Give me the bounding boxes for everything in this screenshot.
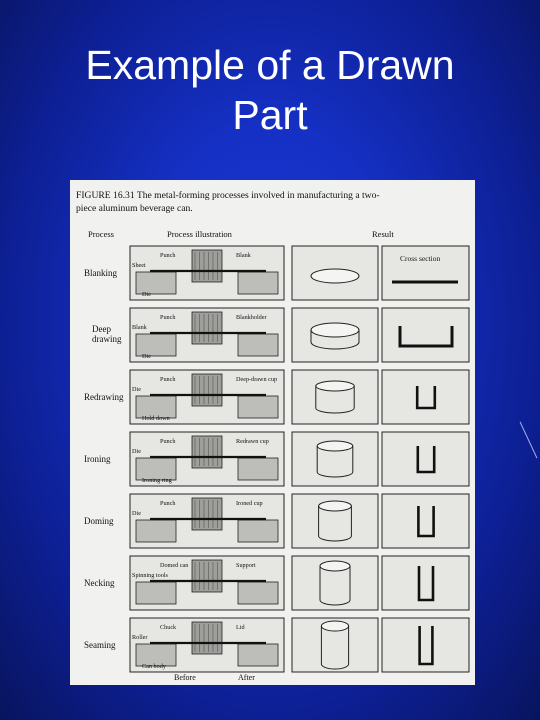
- illustration-label: Blank: [132, 324, 147, 331]
- illustration-label: Die: [142, 353, 151, 360]
- illustration-label: Lid: [236, 624, 245, 631]
- process-row: [84, 370, 469, 424]
- die-right: [238, 582, 278, 604]
- die-right: [238, 458, 278, 480]
- process-row: [84, 432, 469, 486]
- illustration-label: Punch: [160, 438, 176, 445]
- cross-section-label: Cross section: [400, 254, 441, 263]
- process-name: drawing: [92, 334, 122, 344]
- process-name: Doming: [84, 516, 114, 526]
- slide-title-line-2: Part: [232, 92, 308, 138]
- can-top-icon: [317, 441, 353, 451]
- process-name: Necking: [84, 578, 115, 588]
- slide-title-line-1: Example of a Drawn: [85, 42, 455, 88]
- process-row: [84, 618, 469, 672]
- die-right: [238, 520, 278, 542]
- figure-caption-line-1: FIGURE 16.31 The metal-forming processes involved in manufacturing a two-: [76, 190, 380, 201]
- process-name: Deep: [92, 324, 111, 334]
- slide-title: [0, 40, 540, 140]
- after-label: After: [238, 673, 255, 682]
- can-top-icon: [321, 621, 348, 631]
- illustration-label: Punch: [160, 314, 176, 321]
- illustration-label: Roller: [132, 634, 148, 641]
- figure-diagram: [70, 180, 475, 685]
- illustration-label: Punch: [160, 376, 176, 383]
- die-right: [238, 334, 278, 356]
- illustration-label: Die: [132, 510, 141, 517]
- die-right: [238, 396, 278, 418]
- can-top-icon: [320, 561, 350, 571]
- figure-caption-line-2: piece aluminum beverage can.: [76, 203, 193, 214]
- illustration-label: Domed can: [160, 562, 189, 569]
- cross-section-box: [382, 432, 469, 486]
- illustration-label: Support: [236, 562, 256, 569]
- cross-section-box: [382, 308, 469, 362]
- die-left: [136, 520, 176, 542]
- can-top-icon: [316, 381, 354, 391]
- cross-section-box: [382, 370, 469, 424]
- can-top-icon: [319, 501, 352, 511]
- header-process: Process: [88, 229, 114, 239]
- header-result: Result: [372, 229, 394, 239]
- illustration-label: Sheet: [132, 262, 146, 269]
- process-name: Ironing: [84, 454, 111, 464]
- illustration-label: Blankholder: [236, 314, 267, 321]
- result-box: [292, 432, 378, 486]
- illustration-label: Blank: [236, 252, 251, 259]
- die-right: [238, 272, 278, 294]
- illustration-label: Ironing ring: [142, 477, 172, 484]
- figure-image: [70, 180, 475, 685]
- illustration-label: Punch: [160, 500, 176, 507]
- process-name: Redrawing: [84, 392, 124, 402]
- process-name: Blanking: [84, 268, 117, 278]
- illustration-label: Spinning tools: [132, 572, 168, 579]
- header-illustration: Process illustration: [167, 229, 232, 239]
- cross-section-box: [382, 556, 469, 610]
- illustration-label: Punch: [160, 252, 176, 259]
- illustration-label: Die: [132, 448, 141, 455]
- illustration-label: Die: [132, 386, 141, 393]
- process-row: [84, 494, 469, 548]
- decorative-line: [520, 422, 538, 459]
- illustration-label: Deep-drawn cup: [236, 376, 278, 383]
- process-row: [84, 556, 469, 610]
- blank-disc-icon: [311, 269, 359, 283]
- cross-section-box: [382, 494, 469, 548]
- illustration-label: Ironed cup: [236, 500, 263, 507]
- process-row: [92, 308, 469, 362]
- die-right: [238, 644, 278, 666]
- illustration-label: Can body: [142, 663, 166, 670]
- illustration-label: Chuck: [160, 624, 177, 631]
- die-left: [136, 582, 176, 604]
- result-box: [292, 370, 378, 424]
- before-label: Before: [174, 673, 196, 682]
- cup-top-icon: [311, 323, 359, 337]
- illustration-label: Hold down: [142, 415, 170, 422]
- process-name: Seaming: [84, 640, 116, 650]
- illustration-label: Die: [142, 291, 151, 298]
- illustration-label: Redrawn cup: [236, 438, 269, 445]
